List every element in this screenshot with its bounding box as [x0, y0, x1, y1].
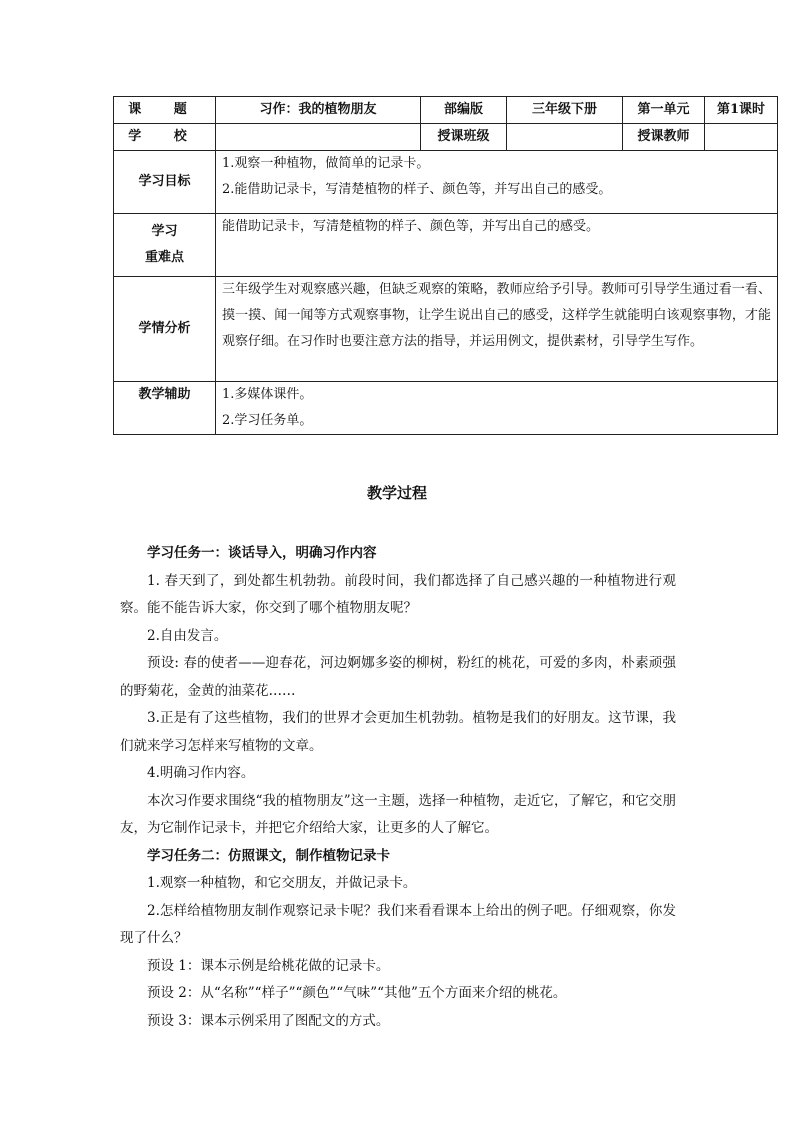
body-paragraph: 3.正是有了这些植物，我们的世界才会更加生机勃勃。植物是我们的好朋友。这节课，我们就来学习怎样来写植物的文章。	[120, 710, 676, 754]
teacher-label: 授课教师	[623, 124, 705, 151]
objective-item: 2.能借助记录卡，写清楚植物的样子、颜色等，并写出自己的感受。	[222, 182, 612, 197]
analysis-content	[216, 277, 778, 382]
grade-cell: 三年级下册	[507, 97, 623, 124]
body-paragraph: 本次习作要求围绕“我的植物朋友”这一主题，选择一种植物，走近它，了解它，和它交朋友，为它制作记录卡，并把它介绍给大家，让更多的人了解它。	[120, 792, 676, 836]
body-paragraph: 1. 春天到了，到处都生机勃勃。前段时间，我们都选择了自己感兴趣的一种植物进行观察。能不能告诉大家，你交到了哪个植物朋友呢？	[120, 572, 676, 616]
objective-item: 1.观察一种植物，做简单的记录卡。	[222, 156, 430, 171]
row-aids	[114, 382, 778, 435]
unit-cell: 第一单元	[623, 97, 705, 124]
analysis-text: 三年级学生对观察感兴趣，但缺乏观察的策略，教师应给予引导。教师可引导学生通过看一看、摸一摸、闻一闻等方式观察事物，让学生说出自己的感受，这样学生就能明白该观察事物，才能观察仔细。在习作时也要注意方法的指导，并运用例文，提供素材，引导学生写作。	[222, 282, 771, 349]
teacher-value	[705, 124, 778, 151]
school-value	[216, 124, 421, 151]
aid-item: 2.学习任务单。	[222, 413, 313, 428]
class-label: 授课班级	[421, 124, 507, 151]
lesson-plan-table	[113, 96, 778, 435]
aids-label: 教学辅助	[114, 382, 216, 435]
row-key-points	[114, 214, 778, 277]
row-analysis	[114, 277, 778, 382]
body-paragraph: 预设: 春的使者——迎春花，河边婀娜多姿的柳树，粉红的桃花，可爱的多肉，朴素顽强的野菊花，金黄的油菜花……	[120, 655, 676, 699]
row-school	[114, 124, 778, 151]
key-points-content: 能借助记录卡，写清楚植物的样子、颜色等，并写出自己的感受。	[216, 214, 778, 277]
body-paragraph: 2.自由发言。	[147, 627, 228, 644]
teaching-process-body	[120, 540, 676, 1035]
period-cell: 第1课时	[705, 97, 778, 124]
topic-title: 习作：我的植物朋友	[216, 97, 421, 124]
objectives-label: 学习目标	[114, 151, 216, 214]
section-title: 教学过程	[366, 484, 427, 502]
body-paragraph: 2.怎样给植物朋友制作观察记录卡呢？我们来看看课本上给出的例子吧。仔细观察，你发现了什么？	[120, 902, 676, 946]
row-objectives	[114, 151, 778, 214]
school-label: 学 校	[114, 124, 216, 151]
body-paragraph: 1.观察一种植物，和它交朋友，并做记录卡。	[147, 875, 417, 891]
class-value	[507, 124, 623, 151]
task-heading: 学习任务一：谈话导入，明确习作内容	[147, 545, 377, 561]
edition-cell: 部编版	[421, 97, 507, 124]
aid-item: 1.多媒体课件。	[222, 387, 313, 402]
aids-content	[216, 382, 778, 435]
task-heading: 学习任务二：仿照课文，制作植物记录卡	[147, 847, 390, 864]
analysis-label: 学情分析	[114, 277, 216, 382]
objectives-content	[216, 151, 778, 214]
body-paragraph: 预设 3：课本示例采用了图配文的方式。	[147, 1012, 390, 1029]
body-paragraph: 预设 1：课本示例是给桃花做的记录卡。	[147, 957, 390, 974]
topic-label: 课 题	[114, 97, 216, 124]
body-paragraph: 4.明确习作内容。	[147, 765, 255, 781]
body-paragraph: 预设 2：从“名称”“样子”“颜色”“气味”“其他”五个方面来介绍的桃花。	[147, 985, 567, 1001]
key-points-label: 学习 重难点	[114, 214, 216, 277]
row-topic	[114, 97, 778, 124]
